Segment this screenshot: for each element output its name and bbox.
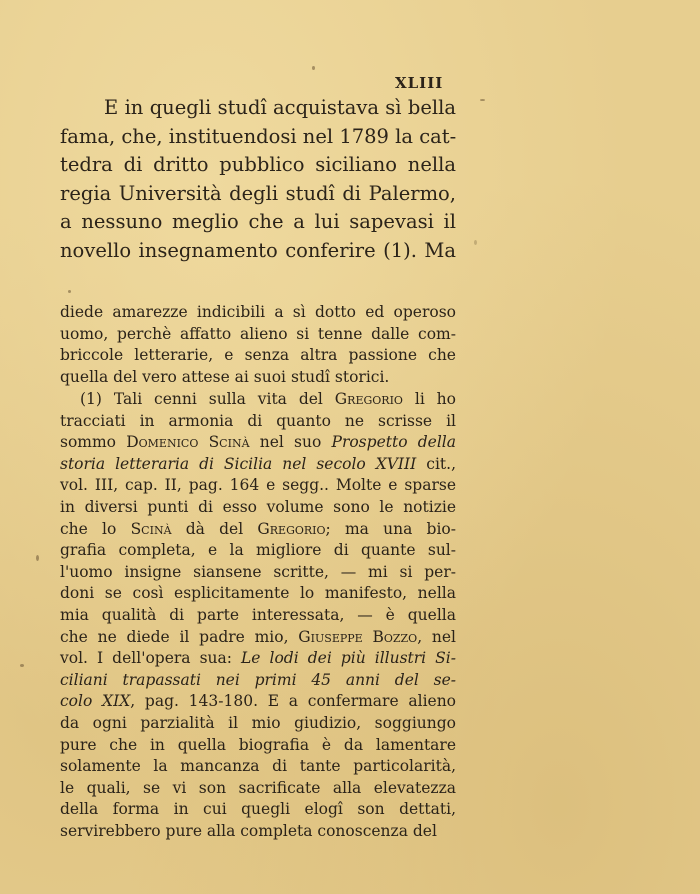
paper-speck [480, 99, 485, 101]
note-text: , nel [417, 627, 457, 646]
note-text: che ne diede il padre mio, [60, 627, 299, 646]
body-line: E in quegli studî acquistava sì bella [104, 96, 456, 119]
work-title: storia letteraria di Sicilia nel secolo XVIII [60, 454, 417, 473]
body-line: novello insegnamento conferire (1). Ma [60, 238, 456, 262]
note-line [60, 389, 456, 411]
note-line: doni se così esplicitamente lo manifesto, nella [60, 584, 456, 603]
note-line: solamente la mancanza di tante particolarità, [60, 757, 456, 776]
paper-speck [20, 664, 24, 667]
note-text: li ho [402, 390, 456, 408]
work-title: Le lodi dei più illustri Si- [241, 649, 456, 668]
author-name: Domenico Scinà [126, 433, 250, 452]
note-line: tracciati in armonia di quanto ne scrisse il [60, 411, 456, 430]
note-line: della forma in cui quegli elogî son dettati, [60, 800, 456, 819]
footnote-continuation [60, 302, 456, 388]
body-line: regia Università degli studî di Palermo, [60, 181, 456, 205]
note-line: uomo, perchè affatto alieno si tenne dalle com- [60, 324, 456, 343]
paper-speck [312, 66, 315, 70]
paper-speck [474, 240, 477, 245]
page-number: XLIII [395, 74, 444, 92]
note-line [60, 691, 456, 713]
note-text: sommo [60, 433, 127, 452]
paper-speck [36, 555, 39, 561]
note-text: dà del [171, 519, 258, 538]
note-line: da ogni parzialità il mio giudizio, soggiungo [60, 713, 456, 732]
note-line: ciliani trapassati nei primi 45 anni del se- [60, 670, 456, 689]
note-line: l'uomo insigne siansene scritte, — mi si per- [60, 562, 456, 581]
note-line: servirebbero pure alla completa conoscenza del [60, 821, 437, 840]
note-line [60, 454, 456, 476]
author-name: Gregorio [334, 390, 403, 408]
author-name: Gregorio [257, 519, 326, 538]
body-line: fama, che, instituendosi nel 1789 la cat- [60, 124, 457, 148]
author-name: Scinà [130, 519, 172, 538]
note-text: ; ma una bio- [325, 519, 456, 538]
note-line: le quali, se vi son sacrificate alla elevatezza [60, 778, 456, 797]
note-line: mia qualità di parte interessata, — è quella [60, 605, 456, 624]
footnote-1 [60, 389, 456, 842]
work-title: Prospetto della [331, 433, 456, 452]
note-line: diede amarezze indicibili a sì dotto ed operoso [60, 303, 456, 321]
note-line: quella del vero attese ai suoi studî storici. [60, 367, 390, 386]
note-line [60, 432, 456, 454]
note-text: nel suo [249, 433, 332, 452]
note-text: che lo [60, 519, 131, 538]
note-text: , pag. 143-180. E a confermare alieno [130, 692, 457, 711]
footnote-marker-text: (1) Tali cenni sulla vita del [80, 390, 335, 408]
note-text: vol. I dell'opera sua: [60, 649, 242, 668]
paper-speck [68, 290, 71, 293]
note-line [60, 627, 456, 649]
note-line: grafia completa, e la migliore di quante sul- [60, 541, 456, 560]
note-line [60, 519, 456, 541]
work-title: colo XIX [60, 692, 131, 711]
note-line: briccole letterarie, e senza altra passione che [60, 346, 456, 365]
note-line: in diversi punti di esso volume sono le notizie [60, 497, 456, 516]
note-line [60, 648, 456, 670]
note-line: pure che in quella biografia è da lamentare [60, 735, 456, 754]
note-line: vol. III, cap. II, pag. 164 e segg.. Molte e sparse [60, 476, 456, 495]
body-line: tedra di dritto pubblico siciliano nella [60, 153, 456, 177]
note-text: cit., [416, 454, 456, 473]
body-line: a nessuno meglio che a lui sapevasi il [60, 210, 456, 234]
main-paragraph [60, 94, 456, 266]
author-name: Giuseppe Bozzo [298, 627, 418, 646]
